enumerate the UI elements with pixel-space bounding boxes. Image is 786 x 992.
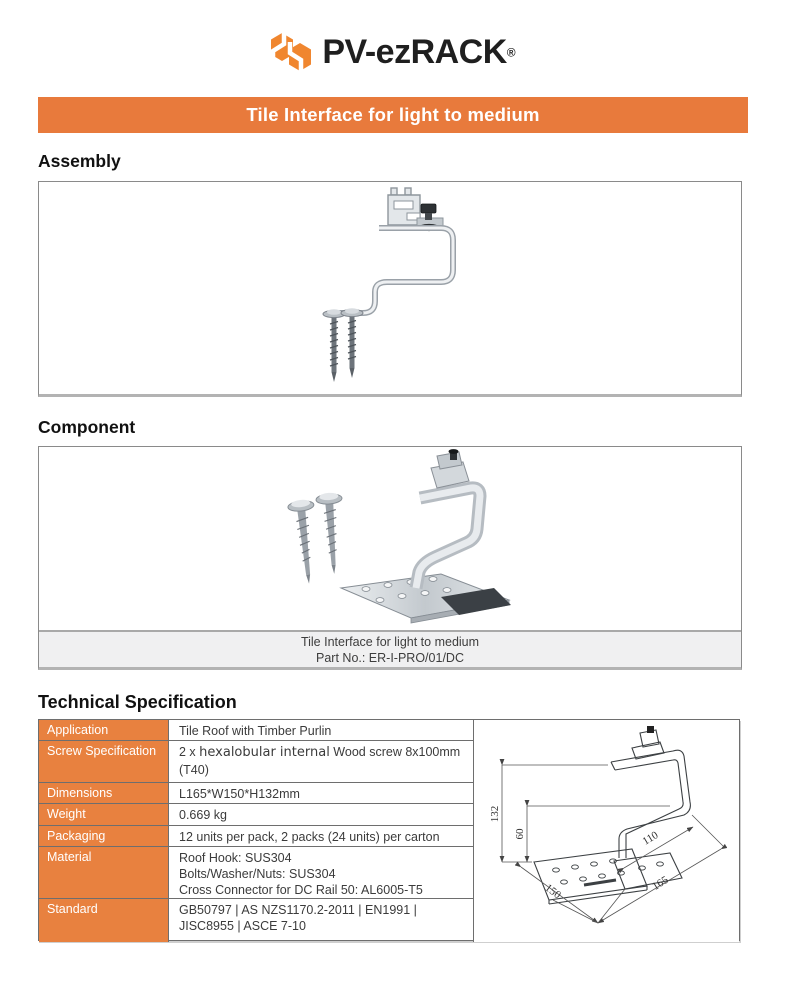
component-caption-line1: Tile Interface for light to medium	[300, 635, 480, 649]
dim-150-label: 150	[542, 881, 564, 902]
spec-value-material	[169, 847, 474, 899]
spec-table	[38, 719, 740, 941]
dimension-drawing	[474, 720, 739, 940]
spec-label-packaging: Packaging	[39, 826, 169, 847]
spec-value-standard: GB50797 | AS NZS1170.2-2011 | EN1991 | JISC8955 | ASCE 7-10	[169, 899, 474, 942]
assembly-screws	[323, 308, 363, 382]
material-cross-connector: Cross Connector for DC Rail 50: AL6005-T5	[179, 883, 423, 897]
assembly-illustration	[39, 182, 741, 393]
assembly-image-frame	[38, 181, 742, 397]
component-caption	[39, 630, 741, 667]
product-title-banner	[38, 97, 748, 133]
dim-165-label: 165	[650, 873, 671, 893]
component-heading: Component	[38, 417, 136, 437]
product-title: Tile Interface for light to medium	[246, 104, 540, 125]
spec-label-dimensions: Dimensions	[39, 783, 169, 804]
spec-label-application: Application	[39, 720, 169, 741]
brand-logo	[0, 30, 786, 74]
brand-text: PV-ezRACK	[322, 33, 507, 71]
component-illustration	[39, 447, 741, 632]
material-bolts: Bolts/Washer/Nuts: SUS304	[179, 867, 336, 881]
brand-name	[322, 35, 515, 69]
spec-label-weight: Weight	[39, 804, 169, 826]
tech-spec-heading: Technical Specification	[38, 692, 237, 712]
assembly-heading: Assembly	[38, 151, 121, 171]
dimension-drawing-cell	[474, 720, 739, 942]
spec-value-screw	[169, 741, 474, 783]
spec-value-weight: 0.669 kg	[169, 804, 474, 826]
dim-132-label: 132	[489, 805, 501, 823]
screw-size: Wood screw 8x100mm (T40)	[179, 745, 461, 777]
dim-110-label: 110	[640, 829, 661, 848]
spec-value-application: Tile Roof with Timber Purlin	[169, 720, 474, 741]
material-roof-hook: Roof Hook: SUS304	[179, 851, 292, 865]
dim-60-label: 60	[514, 828, 526, 840]
spec-label-screw: Screw Specification	[39, 741, 169, 783]
component-caption-line2: Part No.: ER-I-PRO/01/DC	[316, 650, 464, 665]
spec-label-standard: Standard	[39, 899, 169, 942]
component-image-frame	[38, 446, 742, 670]
screw-qty: 2 x	[179, 745, 200, 759]
screw-drive-type: hexalobular internal	[199, 745, 330, 760]
spec-label-material: Material	[39, 847, 169, 899]
hex-cubes-logo-icon	[270, 30, 312, 74]
spec-value-packaging: 12 units per pack, 2 packs (24 units) per carton	[169, 826, 474, 847]
spec-value-dimensions: L165*W150*H132mm	[169, 783, 474, 804]
registered-mark: ®	[506, 45, 516, 60]
component-image-area	[39, 447, 741, 632]
